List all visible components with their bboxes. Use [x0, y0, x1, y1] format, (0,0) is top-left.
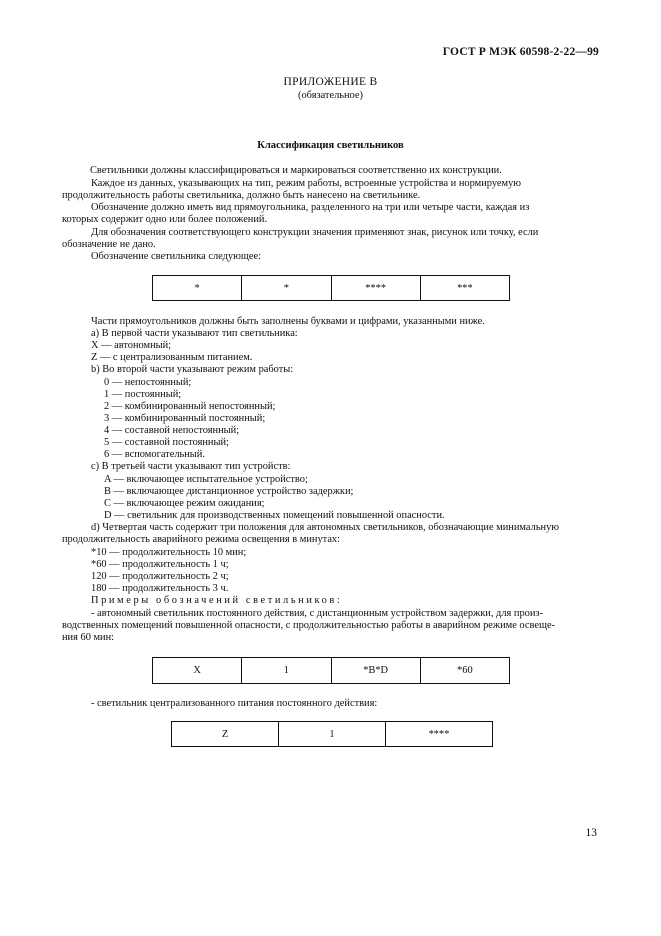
part-b-item: 3 — комбинированный постоянный; — [104, 413, 266, 424]
example-1-cell-duration: *60 — [420, 658, 509, 684]
page-number: 13 — [585, 827, 597, 839]
part-a-title: a) В первой части указывают тип светильника: — [91, 328, 298, 339]
paragraph-2-line-2: продолжительность работы светильника, должно быть нанесено на светильнике. — [62, 190, 421, 201]
paragraph-2-line-1: Каждое из данных, указывающих на тип, режим работы, встроенные устройства и нормируемую — [91, 178, 522, 189]
section-title: Классификация светильников — [257, 140, 404, 151]
part-b-item: 4 — составной непостоянный; — [104, 425, 240, 436]
generic-designation-table — [152, 275, 510, 301]
example-1-line-1: - автономный светильник постоянного действия, с дистанционным устройством задержки, для произ- — [91, 608, 543, 619]
example-2-cell-type: Z — [172, 722, 279, 747]
example-1-designation-table — [152, 657, 510, 684]
parts-intro: Части прямоугольников должны быть заполнены буквами и цифрами, указанными ниже. — [91, 316, 485, 327]
part-d-line-2: продолжительность аварийного режима освещения в минутах: — [62, 534, 341, 545]
part-c-item: D — светильник для производственных помещений повышенной опасности. — [104, 510, 445, 521]
part-c-item: A — включающее испытательное устройство; — [104, 474, 308, 485]
part-a-item: X — автономный; — [91, 340, 172, 351]
part-c-item: C — включающее режим ожидания; — [104, 498, 265, 509]
generic-cell-1: * — [153, 276, 242, 301]
generic-cell-2: * — [242, 276, 331, 301]
example-1-cell-devices: *B*D — [331, 658, 420, 684]
paragraph-1: Светильники должны классифицироваться и маркироваться соответственно их конструкции. — [90, 165, 502, 176]
part-c-title: c) В третьей части указывают тип устройств: — [91, 461, 291, 472]
part-d-item: 120 — продолжительность 2 ч; — [91, 571, 229, 582]
part-d-item: *10 — продолжительность 10 мин; — [91, 547, 247, 558]
paragraph-3-line-2: которых содержит одно или более положений. — [62, 214, 268, 225]
example-1-cell-mode: 1 — [242, 658, 331, 684]
part-d-item: *60 — продолжительность 1 ч; — [91, 559, 229, 570]
part-b-title: b) Во второй части указывают режим работы: — [91, 364, 294, 375]
example-2-line: - светильник централизованного питания постоянного действия: — [91, 698, 378, 709]
part-d-item: 180 — продолжительность 3 ч. — [91, 583, 229, 594]
example-1-cell-type: X — [153, 658, 242, 684]
appendix-subtitle: (обязательное) — [298, 90, 363, 101]
part-b-item: 5 — составной постоянный; — [104, 437, 229, 448]
paragraph-3-line-1: Обозначение должно иметь вид прямоугольника, разделенного на три или четыре части, каждая из — [91, 202, 530, 213]
part-b-item: 0 — непостоянный; — [104, 377, 192, 388]
part-b-item: 2 — комбинированный непостоянный; — [104, 401, 276, 412]
part-d-line-1: d) Четвертая часть содержит три положения для автономных светильников, обозначающие минимальную — [91, 522, 560, 533]
standard-code-header: ГОСТ Р МЭК 60598-2-22—99 — [442, 46, 599, 58]
example-1-line-2: водственных помещений повышенной опасности, с продолжительностью работы в аварийном режиме освеще- — [62, 620, 556, 631]
part-a-item: Z — с централизованным питанием. — [91, 352, 253, 363]
example-2-cell-devices: **** — [386, 722, 493, 747]
generic-cell-3: **** — [331, 276, 420, 301]
generic-cell-4: *** — [420, 276, 509, 301]
example-2-cell-mode: 1 — [279, 722, 386, 747]
paragraph-5: Обозначение светильника следующее: — [91, 251, 261, 262]
paragraph-4-line-1: Для обозначения соответствующего конструкции значения применяют знак, рисунок или точку, если — [91, 227, 539, 238]
example-2-designation-table — [171, 721, 493, 747]
example-1-line-3: ния 60 мин: — [62, 632, 115, 643]
part-c-item: B — включающее дистанционное устройство задержки; — [104, 486, 354, 497]
part-b-item: 1 — постоянный; — [104, 389, 182, 400]
paragraph-4-line-2: обозначение не дано. — [62, 239, 156, 250]
examples-title: Примеры обозначений светильников: — [91, 595, 343, 606]
part-b-item: 6 — вспомогательный. — [104, 449, 205, 460]
appendix-title: ПРИЛОЖЕНИЕ В — [283, 76, 378, 88]
